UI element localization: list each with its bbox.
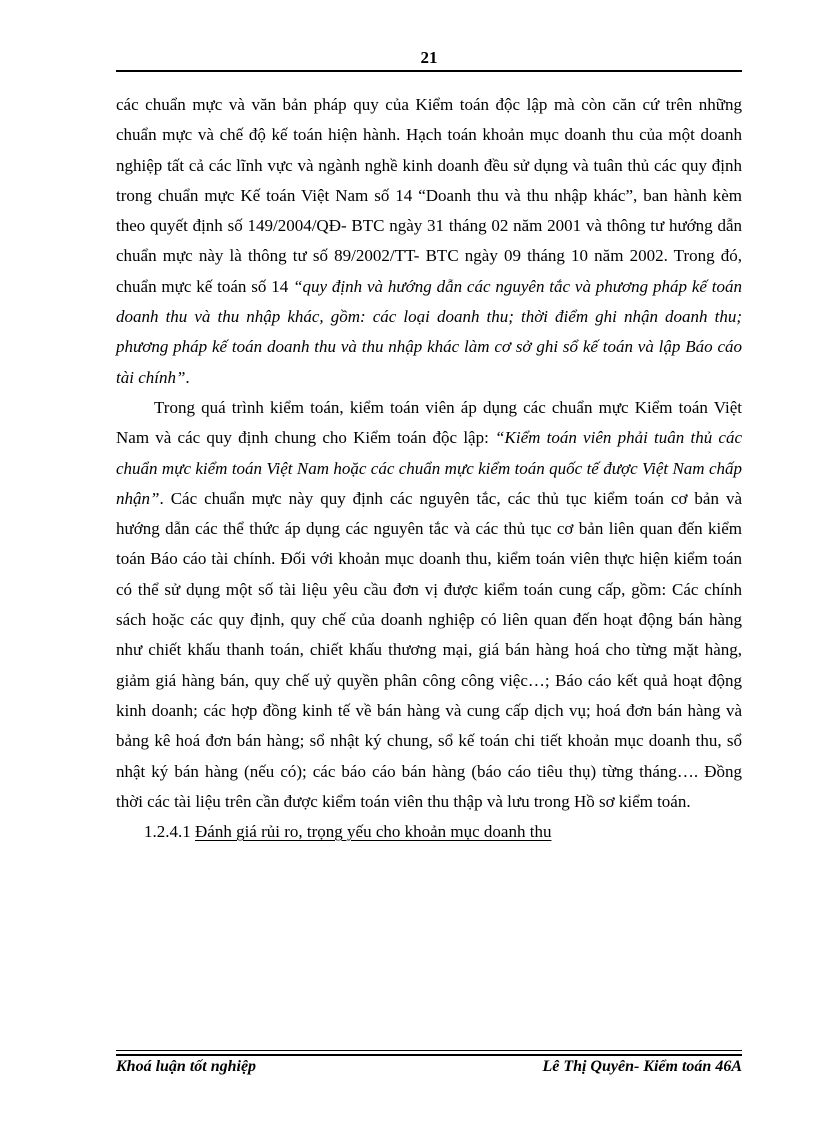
footer-left: Khoá luận tốt nghiệp <box>116 1058 257 1075</box>
paragraph-2-quote: “Kiểm toán viên phải tuân thủ các chuẩn mực kiểm toán Việt Nam hoặc các chuẩn mực kiểm toán quốc tế được Việt Nam chấp nhận” <box>116 428 743 508</box>
body-text <box>116 90 742 847</box>
paragraph-2-text-cont: . Các chuẩn mực này quy định các nguyên tắc, các thủ tục kiểm toán cơ bản và hướng dẫn các thể thức áp dụng các nguyên tắc và các thủ tục cơ bản liên quan đến kiểm toán Báo cáo tài chính. Đối với khoản mục doanh thu, kiểm toán viên thực hiện kiểm toán có thể sử dụng một số tài liệu yêu cầu đơn vị được kiểm toán cung cấp, gồm: Các chính sách hoặc các quy định, quy chế của doanh nghiệp có liên quan đến hoạt động bán hàng như chiết khấu thanh toán, chiết khấu thương mại, giá bán hàng hoá cho từng mặt hàng, giảm giá hàng bán, quy chế uỷ quyền phân công công việc…; Báo cáo kết quả hoạt động kinh doanh; các hợp đồng kinh tế về bán hàng và cung cấp dịch vụ; hoá đơn bán hàng và bảng kê hoá đơn bán hàng; sổ nhật ký chung, sổ kế toán chi tiết khoản mục doanh thu, sổ nhật ký bán hàng (nếu có); các báo cáo bán hàng (báo cáo tiêu thụ) từng tháng…. Đồng thời các tài liệu trên cần được kiểm toán viên thu thập và lưu trong Hồ sơ kiểm toán. <box>116 488 742 811</box>
paragraph-2 <box>116 393 742 817</box>
paragraph-1-end: . <box>185 367 190 387</box>
paragraph-1 <box>116 90 742 393</box>
footer-rule-thick <box>116 1054 742 1056</box>
footer-rule <box>116 1050 742 1051</box>
paragraph-1-quote: “quy định và hướng dẫn các nguyên tắc và phương pháp kế toán doanh thu và thu nhập khác, gồm: các loại doanh thu; thời điểm ghi nhận doanh thu; phương pháp kế toán doanh thu và thu nhập khác làm cơ sở ghi sổ kế toán và lập Báo cáo tài chính” <box>116 276 742 387</box>
section-number: 1.2.4.1 <box>144 822 191 842</box>
paragraph-2-text: Trong quá trình kiểm toán, kiểm toán viên áp dụng các chuẩn mực Kiểm toán Việt Nam và các quy định chung cho Kiểm toán độc lập: <box>116 397 742 448</box>
paragraph-1-text: các chuẩn mực và văn bản pháp quy của Kiểm toán độc lập mà còn căn cứ trên những chuẩn mực và chế độ kế toán hiện hành. Hạch toán khoản mục doanh thu của một doanh nghiệp tất cả các lĩnh vực và ngành nghề kinh doanh đều sử dụng và tuân thủ các quy định trong chuẩn mực Kế toán Việt Nam số 14 “Doanh thu và thu nhập khác”, ban hành kèm theo quyết định số 149/2004/QĐ- BTC ngày 31 tháng 02 năm 2001 và thông tư hướng dẫn chuẩn mực này là thông tư số 89/2002/TT- BTC ngày 09 tháng 10 năm 2002. Trong đó, chuẩn mực kế toán số 14 <box>116 95 742 296</box>
page-number: 21 <box>420 48 438 67</box>
footer <box>116 1058 742 1076</box>
section-title: Đánh giá rủi ro, trọng yếu cho khoản mục doanh thu <box>195 822 552 842</box>
footer-right: Lê Thị Quyên- Kiểm toán 46A <box>542 1058 742 1075</box>
section-heading <box>116 817 742 847</box>
header-rule <box>116 70 742 72</box>
